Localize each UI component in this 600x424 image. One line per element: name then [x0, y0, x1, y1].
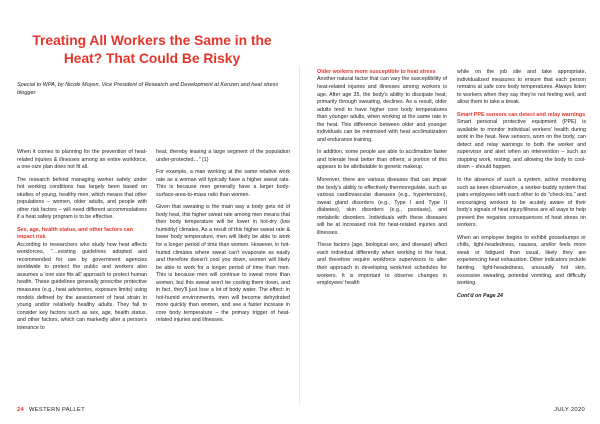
article-byline: Special to WPA, by Nicole Moyen, Vice President of Research and Development at Kenzen and heat stress blogger.	[17, 82, 279, 96]
paragraph: while on the job site and take appropriate, individualized measures to ensure that each person remains at safe core body temperatures. Always listen to workers when they say they're not feeling well, and allow them to take a break.	[457, 69, 586, 106]
paragraph: These factors (age, biological sex, and disease) affect each individual differently when working in the heat, and therefore require workforce supervisors to alter their approach in developing work/rest schedules for workers. It is important to observe changes in employees' health	[317, 242, 447, 287]
section-heading-older-workers: Older workers more susceptible to heat stress	[317, 69, 436, 75]
paragraph: In addition, some people are able to acclimatize faster and tolerate heat better than others; a portion of this appears to be attributable to genetic makeup.	[317, 149, 447, 171]
column-3	[317, 69, 447, 293]
paragraph: Another natural factor that can vary the susceptibility of heat-related injuries and illnesses among workers is age. After age 35, the body's ability to dissipate heat, primarily through sweating, declines. As a result, older adults tend to have higher core body temperatures than younger adults, when working at the same rate in the heat. This difference between older and younger individuals can be minimized with heat acclimatization and endurance training.	[317, 76, 447, 143]
paragraph: Moreover, there are various diseases that can impair the body's ability to effectively thermoregulate, such as various cardiovascular diseases (e.g., hypertension), sweat gland disorders (e.g., Type I and Type II diabetes), skin disorders (e.g., psoriasis), and metabolic disorders. Individuals with these diseases will be at increased risk for heat-related injuries and illnesses.	[317, 176, 447, 236]
column-1	[17, 149, 147, 337]
column-divider	[299, 66, 300, 404]
continued-note: Cont'd on Page 24	[457, 292, 503, 299]
paragraph: The research behind managing worker safety under hot working conditions has largely been based on studies of young, healthy men, which means that other populations – women, older adults, and people with other risk factors – will need different accommodations if a heat safety program is to be effective.	[17, 176, 147, 221]
article-title: Treating All Workers the Same in the Heat? That Could Be Risky	[32, 33, 272, 66]
issue-date: JULY 2020	[554, 407, 585, 413]
column-2	[156, 149, 290, 330]
column-4	[457, 69, 586, 305]
paragraph: According to researchers who study how heat affects workforces, "…existing guidelines adopted and recommended for use by government agencies worldwide to protect the public and workers also assumes a 'one size fits all' approach to protect human health. These guidelines generally prescribe protective measures (e.g., heat advisories, exposure limits) using models defined by the assessment of heat strain in young and/or relatively healthy adults. They fail to consider key factors such as sex, age, health status, and other factors, which can markedly alter a person's tolerance to	[17, 241, 147, 331]
paragraph: When an employee begins to exhibit goosebumps or chills, light-headedness, nausea, and/or feels more weak or fatigued than usual, likely they are experiencing heat exhaustion. Other indicators include fainting, light-headedness, unusually hot skin, excessive sweating, potential vomiting, and difficulty working.	[457, 234, 586, 287]
publication-name: WESTERN PALLET	[28, 407, 85, 413]
footer-left	[17, 406, 85, 414]
section-heading-smart-ppe: Smart PPE sensors can detect and relay warnings	[457, 111, 586, 118]
paragraph: For example, a man working at the same relative work rate as a woman will typically have a higher sweat rate. This is because men generally have a larger body-surface-area-to-mass ratio than women.	[156, 169, 290, 198]
paragraph: Smart personal protective equipment (PPE) is available to monitor individual workers' health during work in the heat. New sensors, worn on the body, can detect and relay warnings to both the worker and supervisor and alert when an intervention – such as stopping work, resting, and allowing the body to cool-down – should happen.	[457, 119, 586, 171]
paragraph: When it comes to planning for the prevention of heat-related injuries & illnesses among an entire workforce, a one-size plan does not fit all.	[17, 149, 147, 171]
page-number: 24	[17, 407, 25, 413]
paragraph: heat, thereby leaving a large segment of the population under-protected…" (1)	[156, 149, 290, 163]
section-heading-risk-factors: Sex, age, health status, and other factors can impact risk	[17, 226, 133, 241]
paragraph: In the absence of such a system, active monitoring such as keen observation, a worker-buddy system that pairs employees with each other to do "check-ins," and encouraging workers to be acutely aware of their body's signals of heat injury/illness are all ways to help prevent the negative consequences of heat stress on workers.	[457, 176, 586, 229]
paragraph: Given that sweating is the main way a body gets rid of body heat, this higher sweat rate among men means that their body temperature will be lower in hot-dry (low humidity) climates. As a result of this higher sweat rate & lower body temperature, men will likely be able to work for a longer period of time than women. However, in hot-humid climates where sweat can't evaporate as easily and therefore doesn't cool you down, women will likely be able to work for a longer period of time than men. This is because men will continue to sweat more than women, but this sweat won't be cooling them down, and in fact, they'll just lose a lot of body water. The effect: in hot-humid environments, men will become dehydrated more quickly than women, and see a faster increase in core body temperature – the primary trigger of heat-related injuries and illnesses.	[156, 204, 290, 324]
